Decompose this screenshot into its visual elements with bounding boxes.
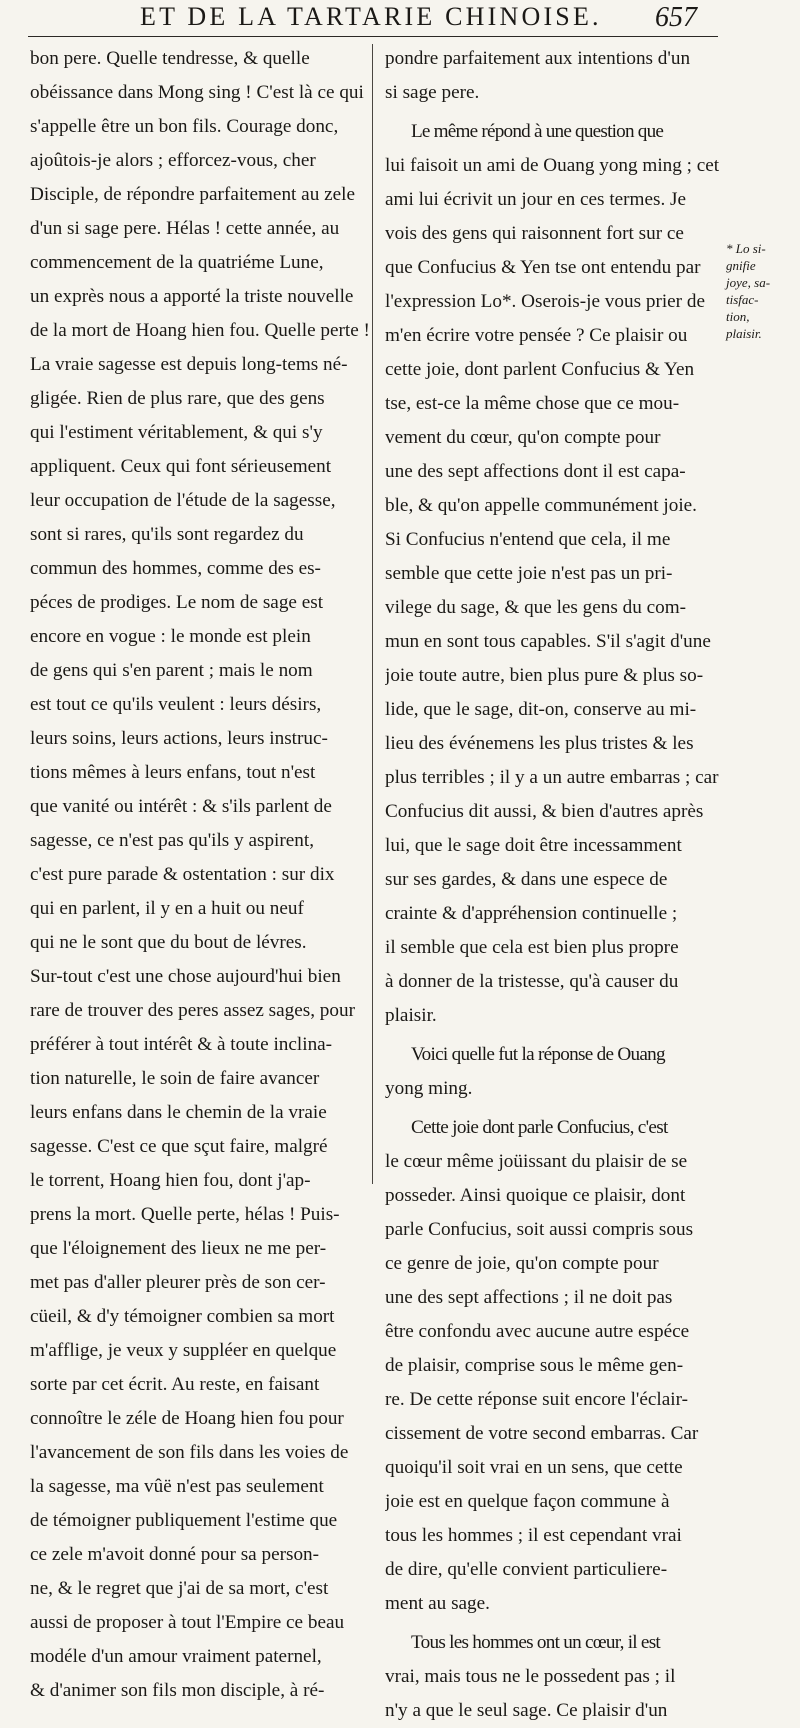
text-line: vrai, mais tous ne le possedent pas ; il bbox=[385, 1666, 676, 1687]
text-line: cissement de votre second embarras. Car bbox=[385, 1423, 699, 1444]
text-line: m'en écrire votre pensée ? Ce plaisir ou bbox=[385, 325, 688, 346]
text-line: joie toute autre, bien plus pure & plus so- bbox=[385, 665, 704, 686]
left-column bbox=[30, 42, 370, 1708]
text-line: de dire, qu'elle convient particuliere- bbox=[385, 1559, 668, 1580]
column-divider bbox=[372, 44, 373, 1184]
text-line: qui l'estiment véritablement, & qui s'y bbox=[30, 422, 323, 443]
text-line: mun en sont tous capables. S'il s'agit d'une bbox=[385, 631, 711, 652]
text-line: l'expression Lo*. Oserois-je vous prier de bbox=[385, 291, 705, 312]
page-header bbox=[0, 0, 800, 48]
text-line: ne, & le regret que j'ai de sa mort, c'est bbox=[30, 1578, 329, 1599]
text-line: de témoigner publiquement l'estime que bbox=[30, 1510, 338, 1531]
text-line: d'un si sage pere. Hélas ! cette année, au bbox=[30, 218, 340, 239]
text-line: encore en vogue : le monde est plein bbox=[30, 626, 311, 647]
text-line: parle Confucius, soit aussi compris sous bbox=[385, 1219, 694, 1240]
text-line: vois des gens qui raisonnent fort sur ce bbox=[385, 223, 684, 244]
margin-note-line: tisfac- bbox=[726, 292, 759, 307]
text-line: gligée. Rien de plus rare, que des gens bbox=[30, 388, 325, 409]
text-line: modéle d'un amour vraiment paternel, bbox=[30, 1646, 322, 1667]
text-line: plaisir. bbox=[385, 1005, 437, 1026]
header-rule bbox=[28, 36, 718, 37]
text-line: tion naturelle, le soin de faire avancer bbox=[30, 1068, 320, 1089]
text-line: l'avancement de son fils dans les voies de bbox=[30, 1442, 349, 1463]
text-line: connoître le zéle de Hoang hien fou pour bbox=[30, 1408, 344, 1429]
margin-note-line: plaisir. bbox=[726, 326, 762, 341]
text-line: sur ses gardes, & dans une espece de bbox=[385, 869, 668, 890]
text-line: être confondu avec aucune autre espéce bbox=[385, 1321, 690, 1342]
text-line: s'appelle être un bon fils. Courage donc, bbox=[30, 116, 339, 137]
text-line: sont si rares, qu'ils sont regardez du bbox=[30, 524, 304, 545]
text-line: une des sept affections dont il est capa- bbox=[385, 461, 686, 482]
text-line: lui, que le sage doit être incessamment bbox=[385, 835, 682, 856]
text-line: commencement de la quatriéme Lune, bbox=[30, 252, 324, 273]
text-line: de plaisir, comprise sous le même gen- bbox=[385, 1355, 684, 1376]
text-line: vement du cœur, qu'on compte pour bbox=[385, 427, 661, 448]
text-line: leurs soins, leurs actions, leurs instruc- bbox=[30, 728, 328, 749]
margin-note-line: * Lo si- bbox=[726, 241, 766, 256]
text-line: cüeil, & d'y témoigner combien sa mort bbox=[30, 1306, 335, 1327]
text-line: semble que cette joie n'est pas un pri- bbox=[385, 563, 673, 584]
text-line: que l'éloignement des lieux ne me per- bbox=[30, 1238, 327, 1259]
margin-note-line: joye, sa- bbox=[726, 275, 771, 290]
text-line: met pas d'aller pleurer près de son cer- bbox=[30, 1272, 326, 1293]
text-line: sagesse, ce n'est pas qu'ils y aspirent, bbox=[30, 830, 314, 851]
text-line: quoiqu'il soit vrai en un sens, que cette bbox=[385, 1457, 683, 1478]
margin-note-line: tion, bbox=[726, 309, 750, 324]
text-line: yong ming. bbox=[385, 1078, 473, 1099]
text-line: crainte & d'appréhension continuelle ; bbox=[385, 903, 678, 924]
text-line: lieu des événemens les plus tristes & les bbox=[385, 733, 694, 754]
text-line: à donner de la tristesse, qu'à causer du bbox=[385, 971, 679, 992]
text-line: n'y a que le seul sage. Ce plaisir d'un bbox=[385, 1700, 668, 1721]
text-line: & d'animer son fils mon disciple, à ré- bbox=[30, 1680, 325, 1701]
text-line: re. De cette réponse suit encore l'éclair- bbox=[385, 1389, 688, 1410]
text-line: de la mort de Hoang hien fou. Quelle perte ! bbox=[30, 320, 370, 341]
text-line: ble, & qu'on appelle communément joie. bbox=[385, 495, 697, 516]
text-line: préférer à tout intérêt & à toute inclina- bbox=[30, 1034, 333, 1055]
text-line: joie est en quelque façon commune à bbox=[385, 1491, 670, 1512]
text-line: le cœur même joüissant du plaisir de se bbox=[385, 1151, 688, 1172]
text-line: qui ne le sont que du bout de lévres. bbox=[30, 932, 307, 953]
text-line: plus terribles ; il y a un autre embarras ; car bbox=[385, 767, 719, 788]
text-line: La vraie sagesse est depuis long-tems né- bbox=[30, 354, 348, 375]
text-line: il semble que cela est bien plus propre bbox=[385, 937, 679, 958]
text-line: commun des hommes, comme des es- bbox=[30, 558, 321, 579]
text-line: la sagesse, ma vûë n'est pas seulement bbox=[30, 1476, 324, 1497]
text-line: leurs enfans dans le chemin de la vraie bbox=[30, 1102, 327, 1123]
text-line: ce genre de joie, qu'on compte pour bbox=[385, 1253, 659, 1274]
text-line: leur occupation de l'étude de la sagesse, bbox=[30, 490, 336, 511]
text-line: péces de prodiges. Le nom de sage est bbox=[30, 592, 324, 613]
text-line: une des sept affections ; il ne doit pas bbox=[385, 1287, 673, 1308]
text-line: Disciple, de répondre parfaitement au zele bbox=[30, 184, 355, 205]
running-head: ET DE LA TARTARIE CHINOISE. bbox=[140, 2, 602, 31]
text-line: ce zele m'avoit donné pour sa person- bbox=[30, 1544, 320, 1565]
text-line: cette joie, dont parlent Confucius & Yen bbox=[385, 359, 695, 380]
text-line: vilege du sage, & que les gens du com- bbox=[385, 597, 687, 618]
right-column bbox=[385, 42, 725, 1728]
text-line: sagesse. C'est ce que sçut faire, malgré bbox=[30, 1136, 328, 1157]
text-line: rare de trouver des peres assez sages, pour bbox=[30, 1000, 355, 1021]
text-line: pondre parfaitement aux intentions d'un bbox=[385, 48, 691, 69]
text-line: Confucius dit aussi, & bien d'autres après bbox=[385, 801, 704, 822]
text-line: posseder. Ainsi quoique ce plaisir, dont bbox=[385, 1185, 686, 1206]
text-line: prens la mort. Quelle perte, hélas ! Puis- bbox=[30, 1204, 340, 1225]
text-line: le torrent, Hoang hien fou, dont j'ap- bbox=[30, 1170, 311, 1191]
text-line: de gens qui s'en parent ; mais le nom bbox=[30, 660, 313, 681]
text-line: ment au sage. bbox=[385, 1593, 490, 1614]
text-line: que Confucius & Yen tse ont entendu par bbox=[385, 257, 701, 278]
margin-note bbox=[726, 240, 798, 342]
text-line: Sur-tout c'est une chose aujourd'hui bien bbox=[30, 966, 341, 987]
text-line: ajoûtois-je alors ; efforcez-vous, cher bbox=[30, 150, 316, 171]
text-line: qui en parlent, il y en a huit ou neuf bbox=[30, 898, 304, 919]
text-line: c'est pure parade & ostentation : sur dix bbox=[30, 864, 335, 885]
text-line: Cette joie dont parle Confucius, c'est bbox=[411, 1117, 668, 1138]
text-line: aussi de proposer à tout l'Empire ce beau bbox=[30, 1612, 345, 1633]
text-line: tions mêmes à leurs enfans, tout n'est bbox=[30, 762, 316, 783]
text-line: Voici quelle fut la réponse de Ouang bbox=[411, 1044, 665, 1065]
text-line: appliquent. Ceux qui font sérieusement bbox=[30, 456, 332, 477]
text-line: Si Confucius n'entend que cela, il me bbox=[385, 529, 671, 550]
text-line: Le même répond à une question que bbox=[411, 121, 664, 142]
text-line: tse, est-ce la même chose que ce mou- bbox=[385, 393, 680, 414]
text-line: sorte par cet écrit. Au reste, en faisant bbox=[30, 1374, 320, 1395]
text-line: lide, que le sage, dit-on, conserve au mi- bbox=[385, 699, 697, 720]
text-line: lui faisoit un ami de Ouang yong ming ; cet bbox=[385, 155, 720, 176]
text-line: si sage pere. bbox=[385, 82, 480, 103]
margin-note-line: gnifie bbox=[726, 258, 756, 273]
text-line: obéissance dans Mong sing ! C'est là ce qui bbox=[30, 82, 364, 103]
text-line: tous les hommes ; il est cependant vrai bbox=[385, 1525, 682, 1546]
text-line: m'afflige, je veux y suppléer en quelque bbox=[30, 1340, 337, 1361]
text-line: Tous les hommes ont un cœur, il est bbox=[411, 1632, 661, 1653]
text-line: bon pere. Quelle tendresse, & quelle bbox=[30, 48, 310, 69]
text-line: est tout ce qu'ils veulent : leurs désirs, bbox=[30, 694, 322, 715]
text-line: que vanité ou intérêt : & s'ils parlent de bbox=[30, 796, 332, 817]
text-line: un exprès nous a apporté la triste nouvelle bbox=[30, 286, 354, 307]
text-line: ami lui écrivit un jour en ces termes. Je bbox=[385, 189, 687, 210]
page-number: 657 bbox=[655, 2, 697, 33]
